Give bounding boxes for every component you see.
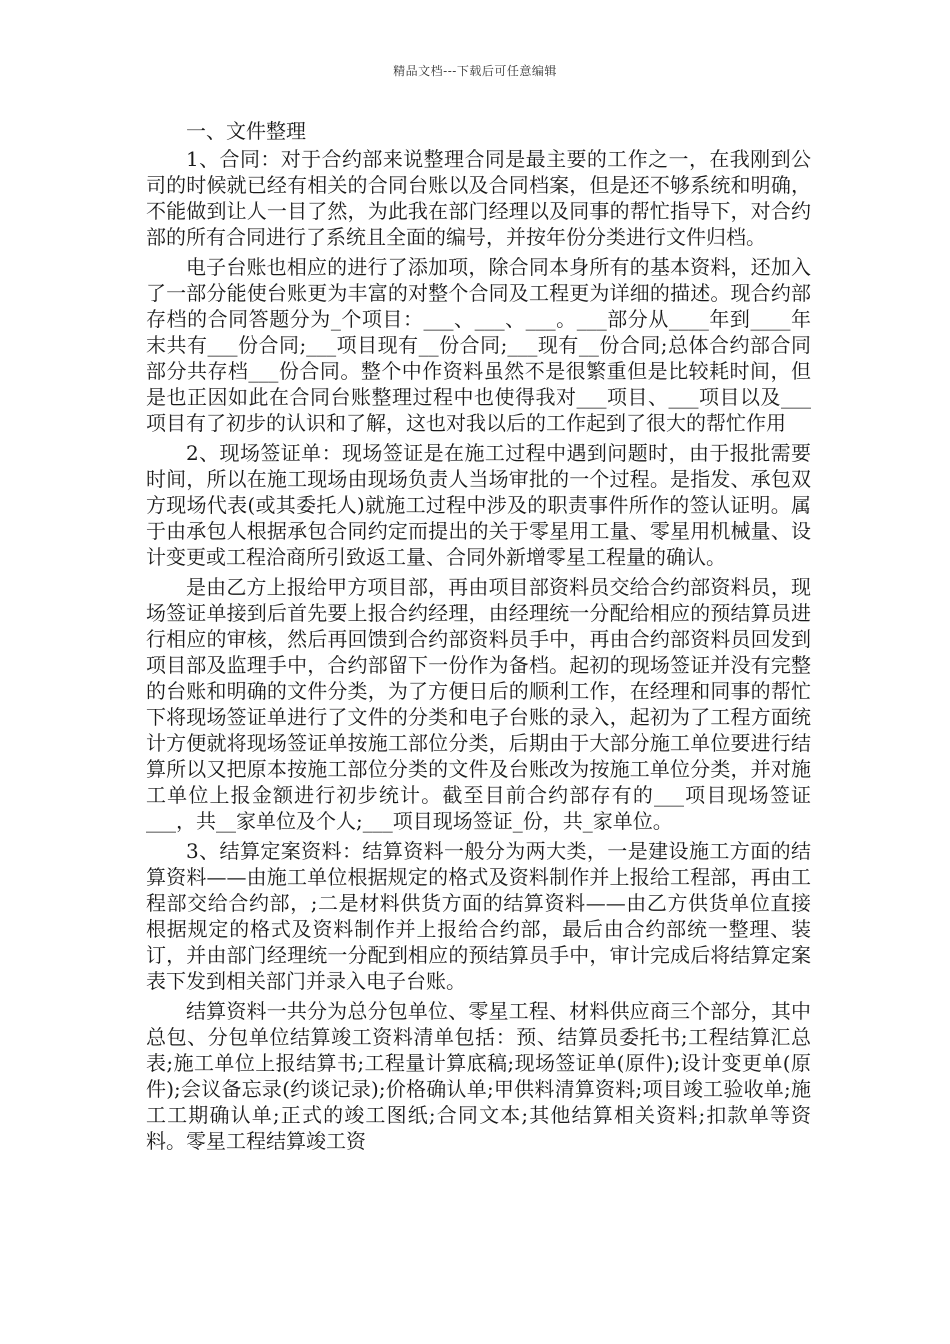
page-header: 精品文档---下载后可任意编辑 [393, 64, 557, 78]
document-body [146, 118, 811, 1158]
paragraph-settlement: 3、结算定案资料：结算资料一般分为两大类，一是建设施工方面的结算资料——由施工单位根据规定的格式及资料制作并上报给工程部，再由工程部交给合约部，;二是材料供货方面的结算资料——由乙方供货单位直接根据规定的格式及资料制作并上报给合约部，最后由合约部统一整理、装订，并由部门经理统一分配到相应的预结算员手中，审计完成后将结算定案表下发到相关部门并录入电子台账。 [146, 839, 811, 993]
paragraph-site-visa: 2、现场签证单：现场签证是在施工过程中遇到问题时，由于报批需要时间，所以在施工现场由现场负责人当场审批的一个过程。是指发、承包双方现场代表(或其委托人)就施工过程中涉及的职责事件所作的签认证明。属于由承包人根据承包合同约定而提出的关于零星用工量、零星用机械量、设计变更或工程洽商所引致返工量、合同外新增零星工程量的确认。 [146, 441, 811, 569]
paragraph-ledger: 电子台账也相应的进行了添加项，除合同本身所有的基本资料，还加入了一部分能使台账更为丰富的对整个合同及工程更为详细的描述。现合约部存档的合同答题分为_个项目：___、___、___。___部分从____年到____年末共有___份合同;___项目现有__份合同;___现有__份合同;总体合约部合同部分共存档___份合同。整个中作资料虽然不是很繁重但是比较耗时间，但是也正因如此在合同台账整理过程中也使得我对___项目、___项目以及___项目有了初步的认识和了解，这也对我以后的工作起到了很大的帮忙作用 [146, 255, 811, 435]
paragraph-settlement-list: 结算资料一共分为总分包单位、零星工程、材料供应商三个部分，其中总包、分包单位结算竣工资料清单包括：预、结算员委托书;工程结算汇总表;施工单位上报结算书;工程量计算底稿;现场签证单(原件);设计变更单(原件);会议备忘录(约谈记录);价格确认单;甲供料清算资料;项目竣工验收单;施工工期确认单;正式的竣工图纸;合同文本;其他结算相关资料;扣款单等资料。零星工程结算竣工资 [146, 999, 811, 1153]
paragraph-contract: 1、合同：对于合约部来说整理合同是最主要的工作之一，在我刚到公司的时候就已经有相关的合同台账以及合同档案，但是还不够系统和明确，不能做到让人一目了然，为此我在部门经理以及同事的帮忙指导下，对合约部的所有合同进行了系统且全面的编号，并按年份分类进行文件归档。 [146, 147, 811, 249]
section-heading: 一、文件整理 [186, 119, 306, 143]
paragraph-visa-process: 是由乙方上报给甲方项目部，再由项目部资料员交给合约部资料员，现场签证单接到后首先要上报合约经理，由经理统一分配给相应的预结算员进行相应的审核，然后再回馈到合约部资料员手中，再由合约部资料员回发到项目部及监理手中，合约部留下一份作为备档。起初的现场签证并没有完整的台账和明确的文件分类，为了方便日后的顺利工作，在经理和同事的帮忙下将现场签证单进行了文件的分类和电子台账的录入，起初为了工程方面统计方便就将现场签证单按施工部位分类，后期由于大部分施工单位要进行结算所以又把原本按施工部位分类的文件及台账改为按施工单位分类，并对施工单位上报金额进行初步统计。截至目前合约部存有的___项目现场签证___，共__家单位及个人;___项目现场签证_份，共_家单位。 [146, 575, 811, 833]
